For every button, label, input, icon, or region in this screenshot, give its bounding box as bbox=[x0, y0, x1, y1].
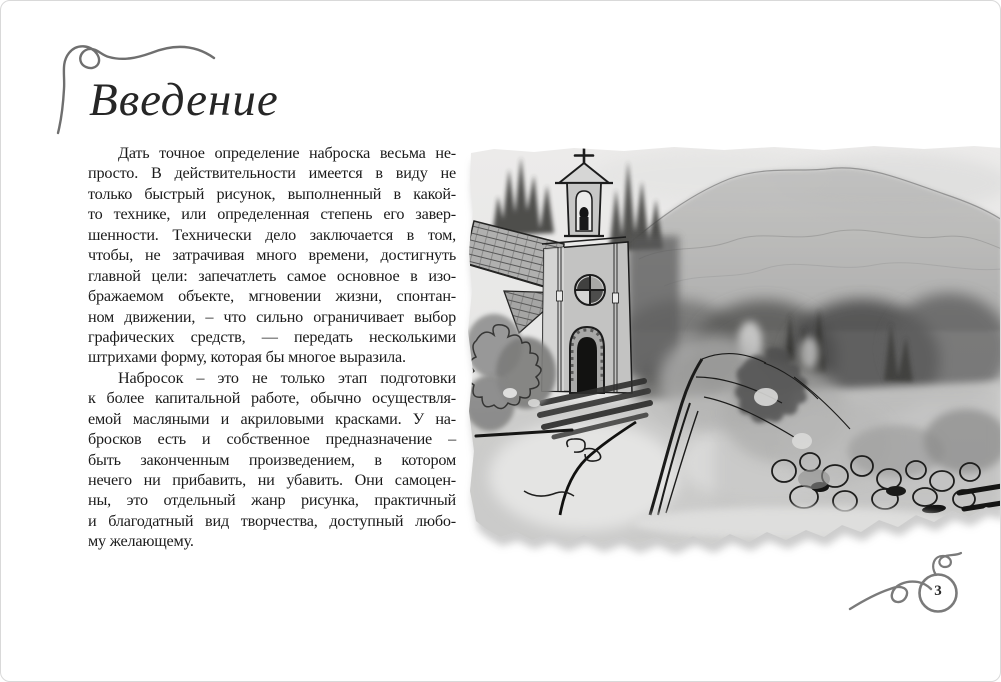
chapel-watercolor-illustration bbox=[464, 141, 1001, 571]
text-line: быть законченным произведением, в котором bbox=[88, 450, 456, 469]
text-line: бражаемом объекте, мгновении жизни, спонтан- bbox=[88, 287, 456, 306]
paragraph-1 bbox=[88, 143, 456, 368]
paragraph-2 bbox=[88, 368, 456, 552]
text-line: бросков есть и собственное предназначение – bbox=[88, 430, 456, 449]
text-line: шенности. Технически дело заключается в том, bbox=[88, 225, 456, 244]
text-line: чтобы, не затрачивая много времени, достигнуть bbox=[88, 246, 456, 265]
text-line: то технике, или определенная степень его завер- bbox=[88, 205, 456, 224]
text-line: емой масляными и акриловыми красками. У на- bbox=[88, 409, 456, 428]
flourish-ornament-page-number bbox=[844, 547, 1001, 627]
page-number: 3 bbox=[934, 583, 942, 599]
text-line: му желающему. bbox=[88, 532, 194, 551]
text-line: к более капитальной работе, обычно осуществля- bbox=[88, 389, 456, 408]
text-line: нечего ни прибавить, ни убавить. Они самоцен- bbox=[88, 471, 456, 489]
text-line: Набросок – это не только этап подготовки bbox=[118, 368, 456, 387]
text-line: и благодатный вид творчества, доступный любо- bbox=[88, 511, 456, 530]
text-line: Дать точное определение наброска весьма не- bbox=[118, 144, 456, 162]
text-line: штрихами форму, которая бы многое выразила. bbox=[88, 348, 406, 367]
text-line: просто. В действительности имеется в виду не bbox=[88, 164, 456, 183]
body-text bbox=[88, 143, 456, 552]
text-line: ны, это отдельный жанр рисунка, практичный bbox=[88, 491, 456, 510]
text-line: графических средств, — передать несколькими bbox=[88, 327, 456, 346]
text-line: главной цели: запечатлеть самое основное в изо- bbox=[88, 266, 456, 285]
chapter-title: Введение bbox=[89, 74, 279, 126]
text-line: ном движении, – что сильно ограничивает выбор bbox=[88, 307, 456, 326]
text-line: только быстрый рисунок, выполненный в какой- bbox=[88, 184, 456, 203]
